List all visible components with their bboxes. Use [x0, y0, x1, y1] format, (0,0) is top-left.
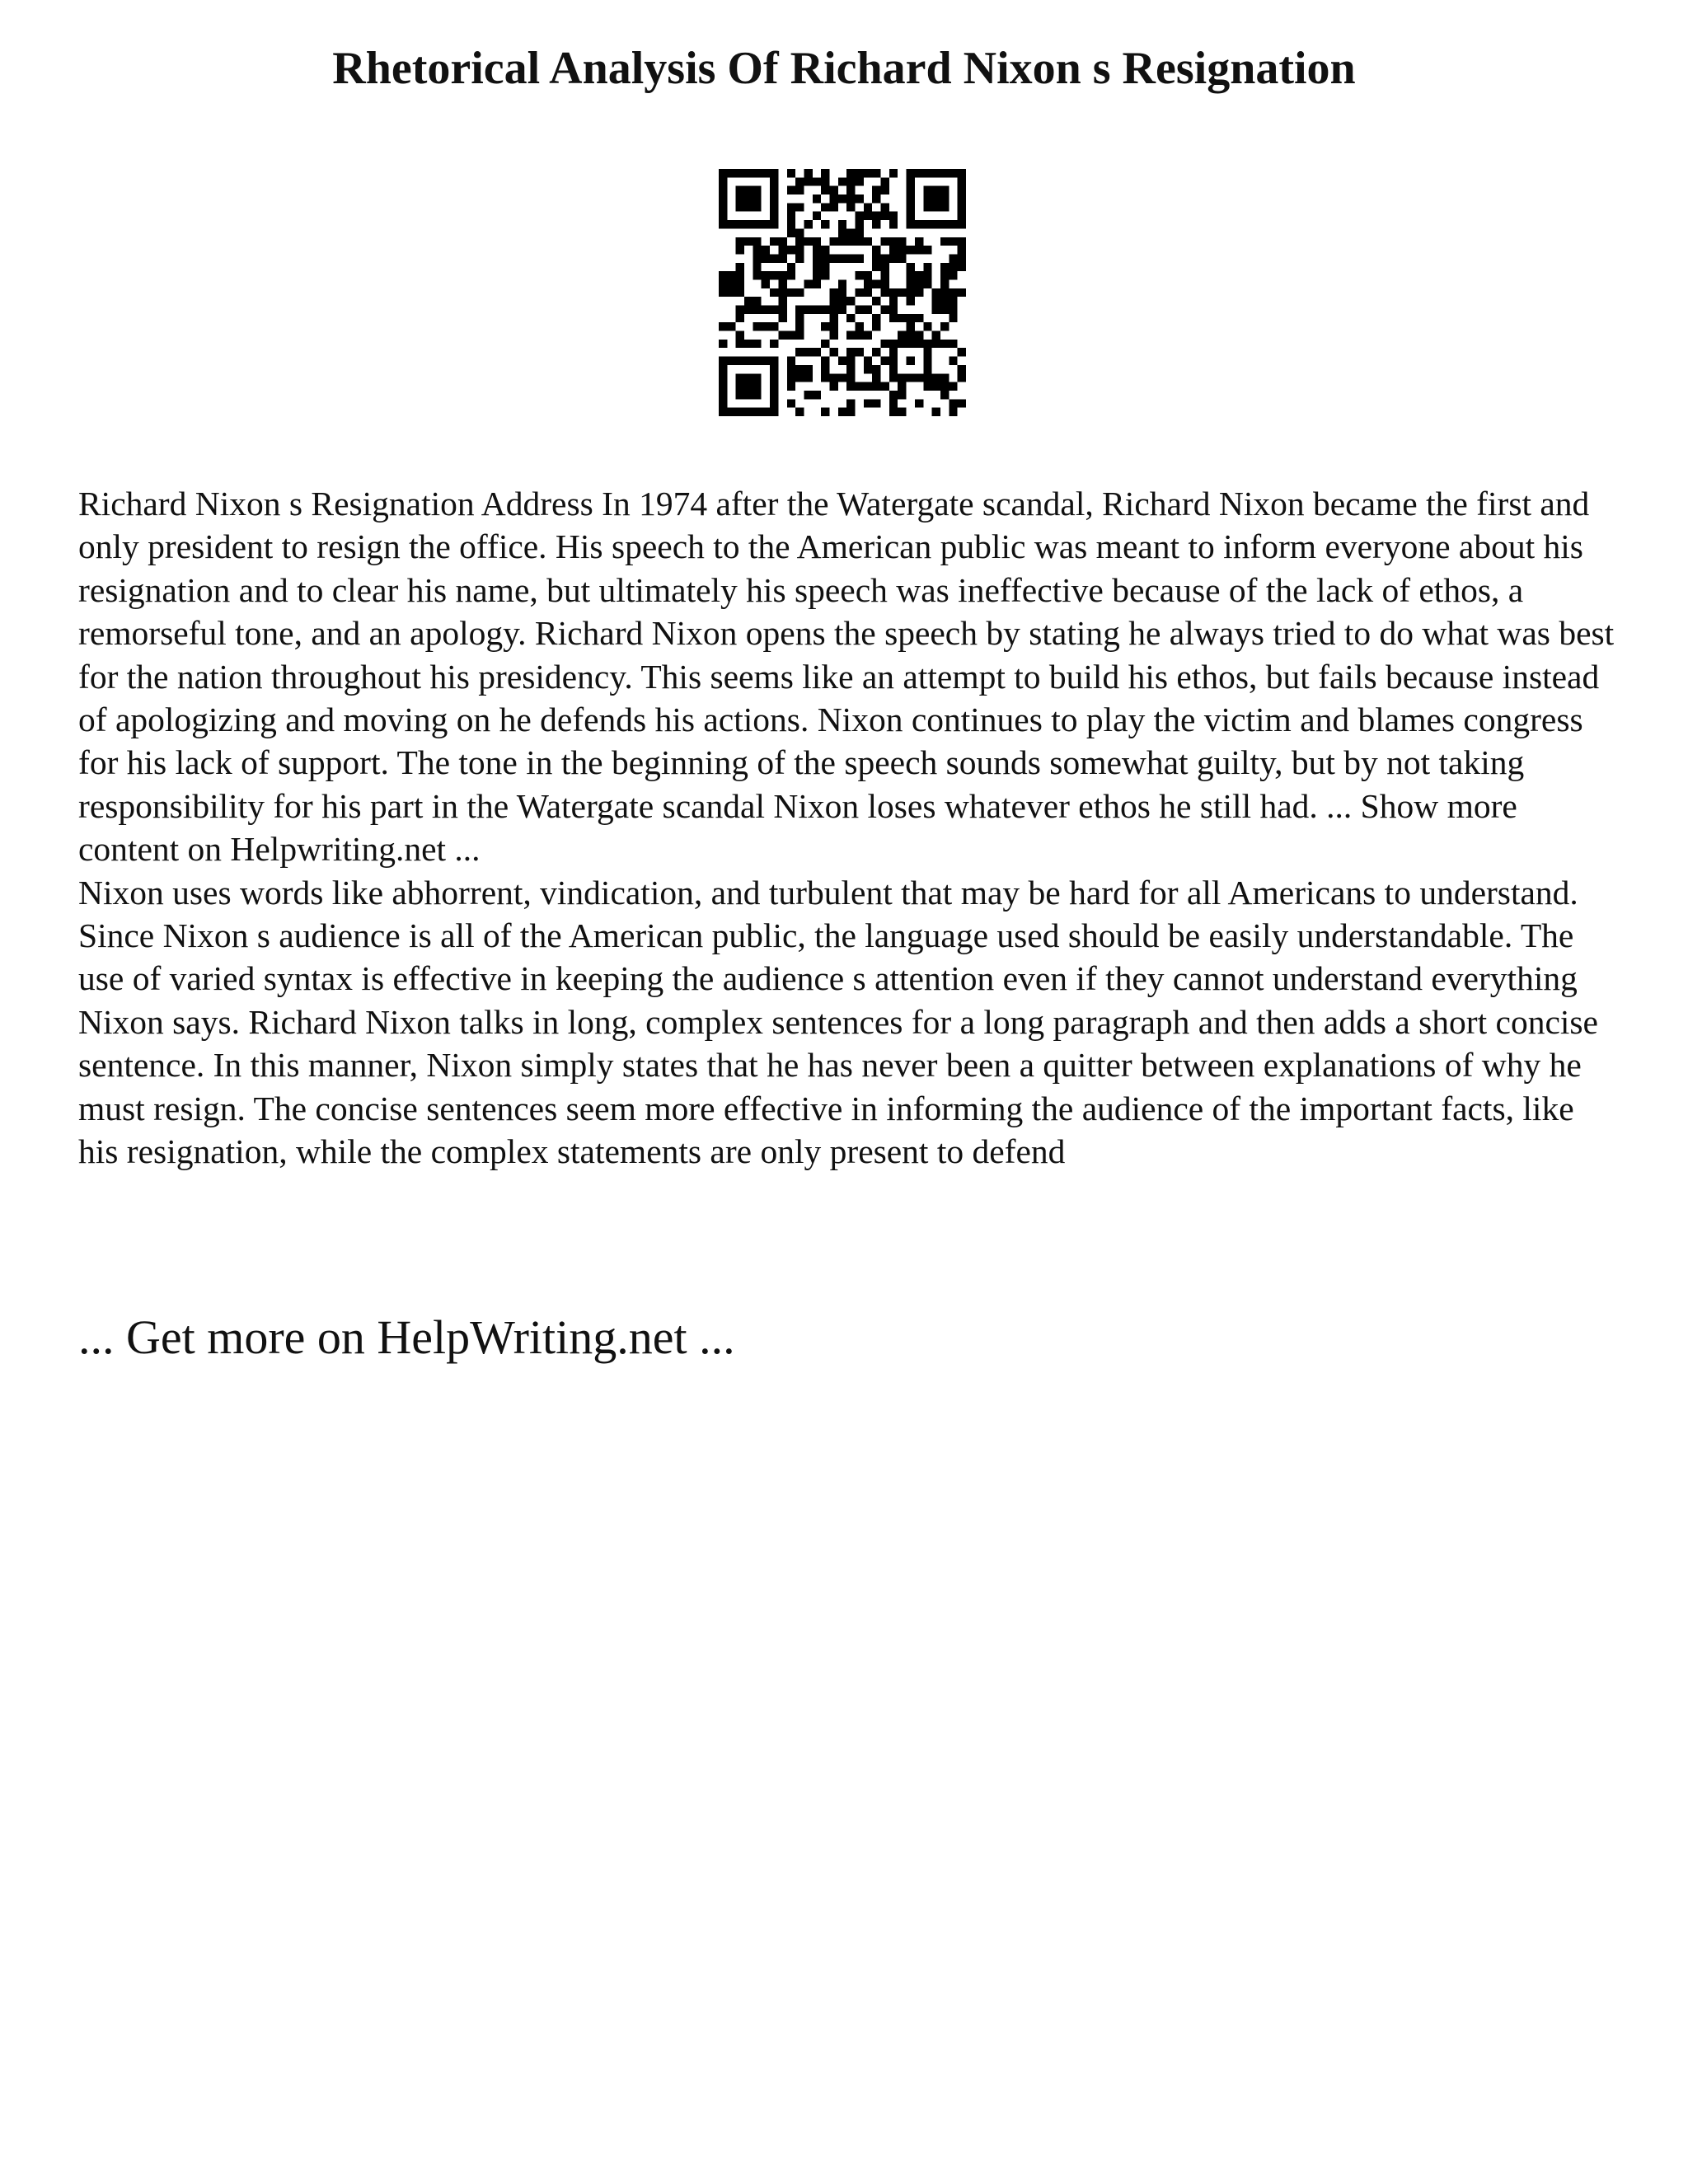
get-more-link[interactable]: ... Get more on HelpWriting.net ... — [78, 1310, 735, 1364]
qr-code-icon[interactable] — [719, 169, 966, 416]
article-body — [78, 482, 1620, 1174]
paragraph-2: Nixon uses words like abhorrent, vindication, and turbulent that may be hard for all Americans to understand. Since Nixon s audience is all of the American public, the language used should be easily understandable. The use of varied syntax is effective in keeping the audience s attention even if they cannot understand everything Nixon says. Richard Nixon talks in long, complex sentences for a long paragraph and then adds a short concise sentence. In this manner, Nixon simply states that he has never been a quitter between explanations of why he must resign. The concise sentences seem more effective in informing the audience of the important facts, like his resignation, while the complex statements are only present to defend — [78, 873, 1598, 1171]
paragraph-1: Richard Nixon s Resignation Address In 1974 after the Watergate scandal, Richard Nixon became the first and only president to resign the office. His speech to the American public was meant to inform everyone about his resignation and to clear his name, but ultimately his speech was ineffective because of the lack of ethos, a remorseful tone, and an apology. Richard Nixon opens the speech by stating he always tried to do what was best for the nation throughout his presidency. This seems like an attempt to build his ethos, but fails because instead of apologizing and moving on he defends his actions. Nixon continues to play the victim and blames congress for his lack of support. The tone in the beginning of the speech sounds somewhat guilty, but by not taking responsibility for his part in the Watergate scandal Nixon loses whatever ethos he still had. ... Show more content on Helpwriting.net ... — [78, 485, 1615, 869]
document-title: Rhetorical Analysis Of Richard Nixon s Resignation — [332, 43, 1356, 94]
